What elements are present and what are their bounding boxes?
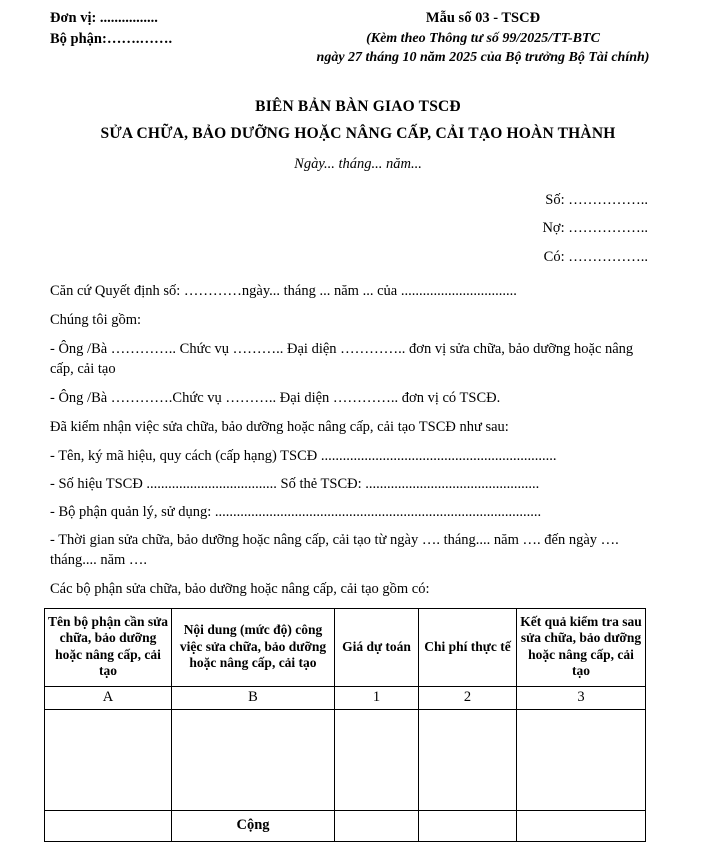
document-title-line-1: BIÊN BẢN BÀN GIAO TSCĐ bbox=[255, 98, 461, 115]
total-cell-a[interactable] bbox=[45, 810, 172, 841]
circular-line-2: ngày 27 tháng 10 năm 2025 của Bộ trưởng Bộ Tài chính) bbox=[316, 50, 650, 66]
asset-code-line: - Số hiệu TSCĐ .................................... Số thẻ TSCĐ: ................................................ bbox=[50, 475, 540, 492]
decision-line: Căn cứ Quyết định số: …………ngày... tháng ... năm ... của ................................ bbox=[50, 282, 517, 299]
unit-label: Đơn vị: ................ bbox=[50, 10, 158, 26]
table-header-cell-a: Tên bộ phận cần sửa chữa, bảo dưỡng hoặc nâng cấp, cải tạo bbox=[45, 608, 172, 686]
table-header-row bbox=[45, 608, 646, 686]
we-include-line: Chúng tôi gồm: bbox=[50, 311, 142, 328]
total-label-cell: Cộng bbox=[172, 810, 335, 841]
number-so: Số: …………….. bbox=[545, 192, 648, 209]
document-body bbox=[0, 281, 716, 599]
number-co: Có: …………….. bbox=[543, 248, 648, 265]
table-row[interactable] bbox=[45, 709, 646, 810]
document-title-line-2: SỬA CHỮA, BẢO DƯỠNG HOẶC NÂNG CẤP, CẢI TẠO HOÀN THÀNH bbox=[100, 125, 616, 143]
table-cell-3[interactable] bbox=[517, 709, 646, 810]
title-block bbox=[0, 97, 716, 174]
asset-name-line: - Tên, ký mã hiệu, quy cách (cấp hạng) TSCĐ ................................................................. bbox=[50, 447, 557, 464]
total-cell-2[interactable] bbox=[419, 810, 517, 841]
managing-department-line: - Bộ phận quản lý, sử dụng: .......................................................................................... bbox=[50, 503, 542, 520]
representative-line-2: - Ông /Bà ………….Chức vụ ……….. Đại diện ………….. đơn vị có TSCĐ. bbox=[50, 389, 501, 406]
form-code: Mẫu số 03 - TSCĐ bbox=[425, 10, 541, 26]
repair-period-line: - Thời gian sửa chữa, bảo dưỡng hoặc nâng cấp, cải tạo từ ngày …. tháng.... năm …. đến ngày …. tháng.... năm …. bbox=[50, 531, 619, 568]
total-cell-1[interactable] bbox=[335, 810, 419, 841]
table-cell-a[interactable] bbox=[45, 709, 172, 810]
table-header-cell-2: Chi phí thực tế bbox=[419, 608, 517, 686]
department-label: Bộ phận:…….……. bbox=[50, 31, 173, 48]
table-total-row[interactable] bbox=[45, 810, 646, 841]
column-letter-b: B bbox=[172, 686, 335, 709]
repair-parts-table-wrap bbox=[0, 608, 716, 842]
column-letter-2: 2 bbox=[419, 686, 517, 709]
document-date-line: Ngày... tháng... năm... bbox=[294, 155, 422, 172]
number-no: Nợ: …………….. bbox=[542, 220, 648, 237]
header-form-block bbox=[286, 8, 680, 68]
table-cell-1[interactable] bbox=[335, 709, 419, 810]
table-header-cell-3: Kết quả kiểm tra sau sửa chữa, bảo dưỡng hoặc nâng cấp, cải tạo bbox=[517, 608, 646, 686]
document-header bbox=[0, 0, 716, 87]
circular-line-1: (Kèm theo Thông tư số 99/2025/TT-BTC bbox=[366, 30, 600, 46]
repair-parts-table bbox=[44, 608, 646, 842]
parts-intro-line: Các bộ phận sửa chữa, bảo dưỡng hoặc nâng cấp, cải tạo gồm có: bbox=[50, 580, 430, 597]
table-header-cell-b: Nội dung (mức độ) công việc sửa chữa, bảo dưỡng hoặc nâng cấp, cải tạo bbox=[172, 608, 335, 686]
inspection-line: Đã kiểm nhận việc sửa chữa, bảo dưỡng hoặc nâng cấp, cải tạo TSCĐ như sau: bbox=[50, 418, 509, 435]
header-unit-block bbox=[50, 8, 172, 50]
column-letter-3: 3 bbox=[517, 686, 646, 709]
column-letter-a: A bbox=[45, 686, 172, 709]
table-column-letter-row bbox=[45, 686, 646, 709]
representative-line-1: - Ông /Bà ………….. Chức vụ ……….. Đại diện ………….. đơn vị sửa chữa, bảo dưỡng hoặc nâng cấp, cải tạo bbox=[50, 340, 634, 377]
total-cell-3[interactable] bbox=[517, 810, 646, 841]
table-cell-b[interactable] bbox=[172, 709, 335, 810]
table-header-cell-1: Giá dự toán bbox=[335, 608, 419, 686]
column-letter-1: 1 bbox=[335, 686, 419, 709]
table-cell-2[interactable] bbox=[419, 709, 517, 810]
number-block bbox=[0, 186, 716, 271]
